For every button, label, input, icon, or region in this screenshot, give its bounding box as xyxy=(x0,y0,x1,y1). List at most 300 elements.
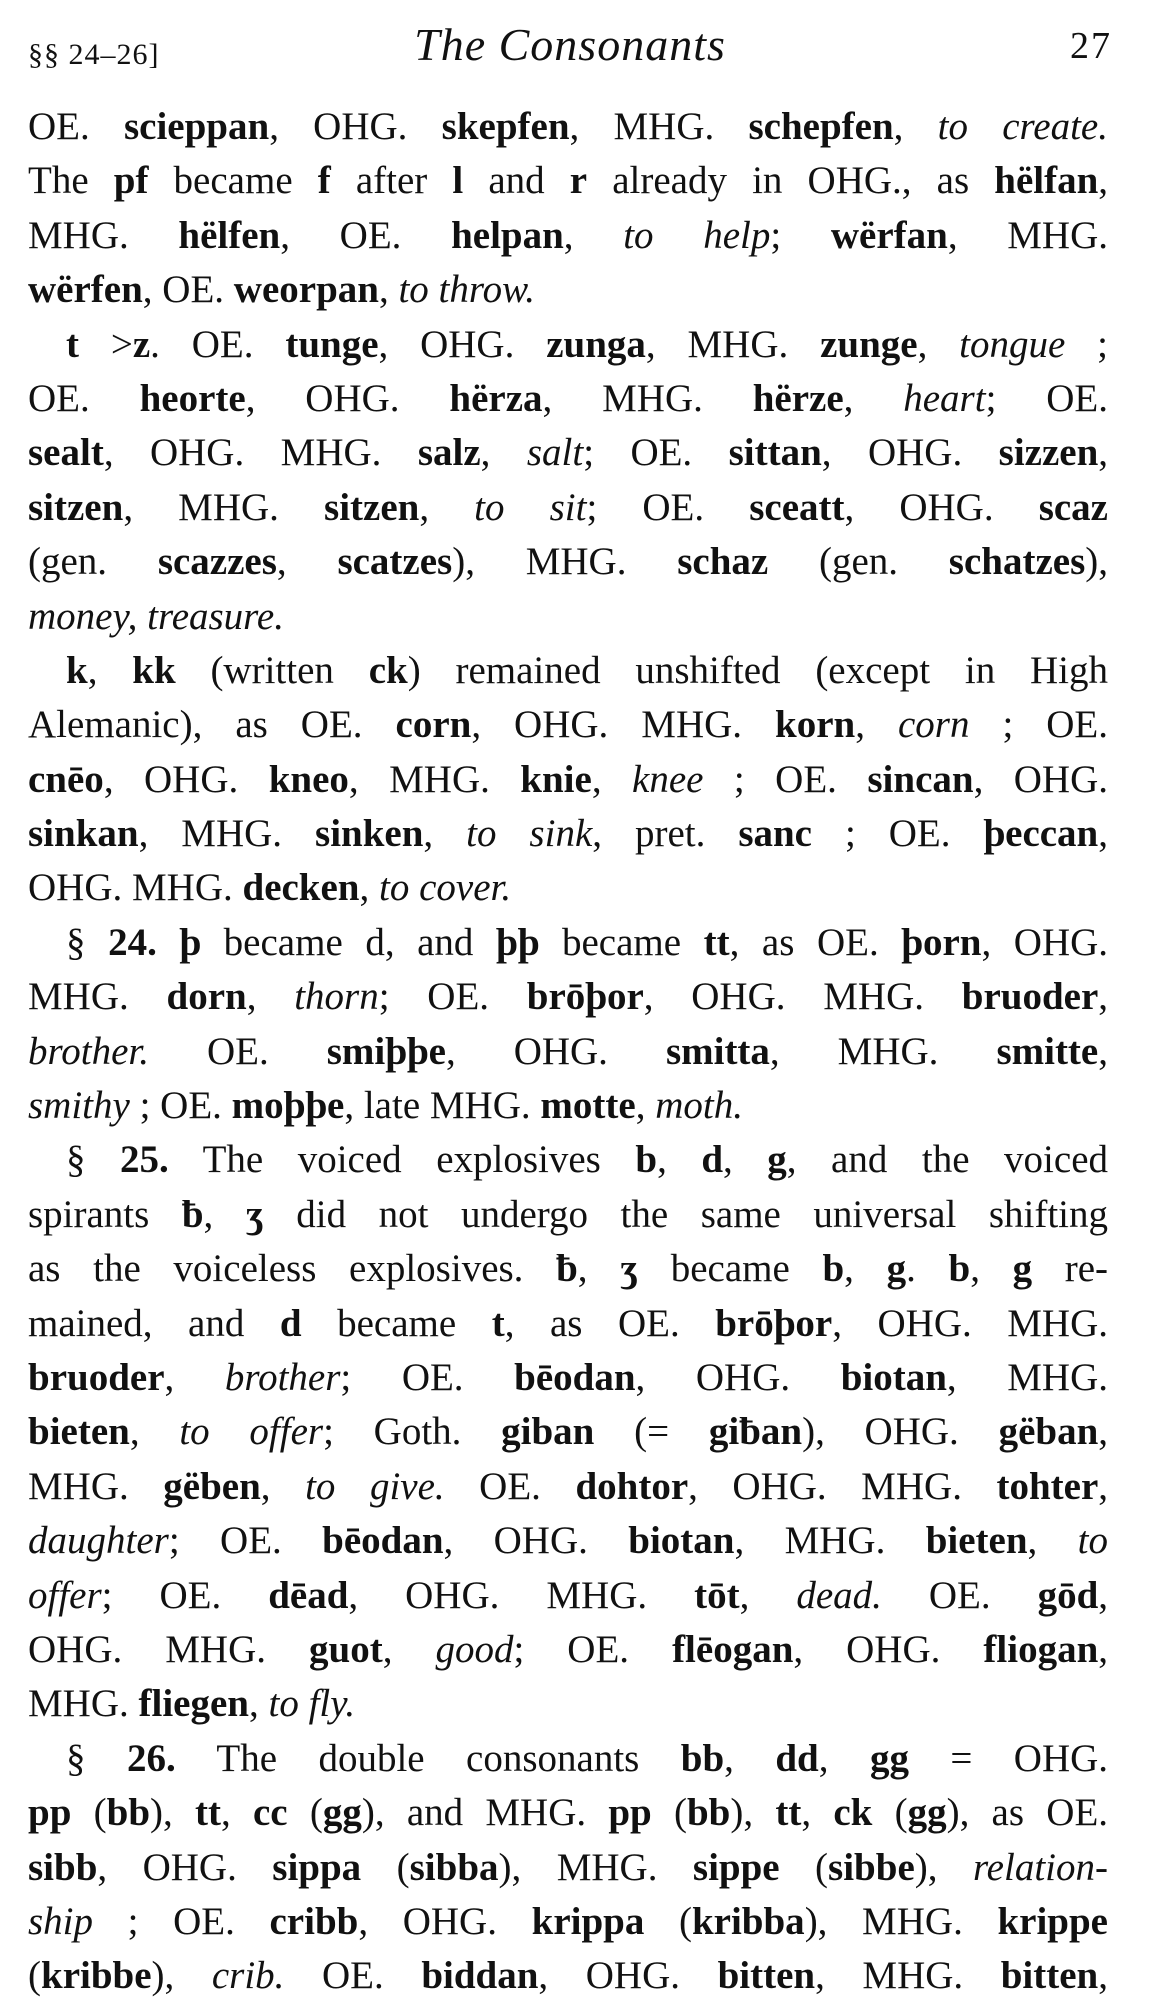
bold-term: gëben xyxy=(163,1464,261,1508)
bold-term: bieten xyxy=(925,1519,1028,1563)
text-run: , xyxy=(1098,1627,1109,1671)
text-run: , xyxy=(723,1138,768,1182)
text-run: MHG. xyxy=(28,1464,164,1508)
text-line xyxy=(28,1242,1108,1296)
bold-term: sippe xyxy=(692,1845,780,1889)
bold-term: cnēo xyxy=(28,757,104,801)
text-line xyxy=(28,970,1108,1024)
text-run: , OHG. xyxy=(358,1899,532,1943)
bold-term: schatzes xyxy=(948,540,1086,584)
bold-term: biddan xyxy=(421,1954,539,1998)
text-run: ), xyxy=(914,1845,973,1889)
bold-term: ʒ xyxy=(620,1247,639,1291)
text-run: Alemanic), as OE. xyxy=(28,703,396,747)
bold-term: b xyxy=(948,1247,971,1291)
text-run: , OHG. MHG. xyxy=(688,1464,997,1508)
text-run: ; OE. xyxy=(340,1355,515,1399)
text-line xyxy=(28,1949,1108,2003)
text-line xyxy=(28,1895,1108,1949)
italic-gloss: to xyxy=(1077,1519,1109,1563)
text-run: as the voiceless explosives. xyxy=(28,1247,557,1291)
text-run: , xyxy=(1098,1029,1108,1073)
bold-term: 26. xyxy=(126,1736,176,1780)
text-run: , xyxy=(1098,1410,1109,1454)
text-run: , MHG. xyxy=(769,1029,997,1073)
bold-term: sceatt xyxy=(749,485,845,529)
bold-term: flēogan xyxy=(672,1627,794,1671)
bold-term: gōd xyxy=(1037,1573,1099,1617)
text-run: , xyxy=(1098,1954,1108,1998)
text-run: (= xyxy=(594,1410,709,1454)
text-run: , xyxy=(801,1791,834,1835)
text-run: , OHG. xyxy=(378,322,547,366)
body-text xyxy=(28,100,1108,2004)
text-run: , MHG. xyxy=(123,485,325,529)
text-run: , OHG. xyxy=(844,485,1039,529)
bold-term: sinken xyxy=(315,812,424,856)
text-run: became xyxy=(301,1301,492,1345)
bold-term: smitte xyxy=(996,1029,1099,1073)
bold-term: d xyxy=(701,1138,724,1182)
bold-term: hërze xyxy=(752,376,844,420)
text-run: . xyxy=(906,1247,949,1291)
bold-term: sizzen xyxy=(998,431,1099,475)
text-line xyxy=(28,698,1108,752)
bold-term: cc xyxy=(252,1791,288,1835)
bold-term: giƀan xyxy=(708,1410,803,1454)
bold-term: 25. xyxy=(120,1138,169,1182)
text-run: , xyxy=(1098,1464,1109,1508)
text-run: , xyxy=(917,322,960,366)
bold-term: knie xyxy=(520,757,592,801)
text-line xyxy=(28,753,1108,807)
text-run: , xyxy=(818,1736,870,1780)
bold-term: g xyxy=(767,1138,787,1182)
text-line xyxy=(28,1732,1108,1786)
text-run xyxy=(157,921,180,964)
bold-term: sincan xyxy=(867,757,974,801)
text-run: and xyxy=(463,159,570,203)
text-run: , OHG. MHG. xyxy=(348,1573,695,1617)
text-run: ( xyxy=(361,1845,410,1889)
page-title: The Consonants xyxy=(414,19,726,70)
text-run: , xyxy=(480,431,527,475)
bold-term: l xyxy=(452,159,464,203)
bold-term: tōt xyxy=(694,1573,740,1617)
text-line xyxy=(28,426,1108,480)
italic-gloss: dead. xyxy=(796,1573,882,1617)
text-run: , OE. xyxy=(280,213,452,257)
italic-gloss: moth. xyxy=(655,1084,743,1128)
text-run: ), OHG. xyxy=(802,1410,999,1454)
text-run: , xyxy=(657,1138,702,1182)
text-run: , MHG. xyxy=(138,812,316,856)
bold-term: gg xyxy=(907,1791,947,1835)
italic-gloss: to sit xyxy=(474,485,587,529)
text-run: , OHG. xyxy=(103,757,269,801)
bold-term: dohtor xyxy=(575,1464,689,1508)
bold-term: korn xyxy=(775,703,856,747)
text-run: . OE. xyxy=(150,322,286,366)
bold-term: scaz xyxy=(1038,485,1108,529)
text-run: spirants xyxy=(28,1192,182,1236)
text-run: , xyxy=(248,1682,269,1726)
italic-gloss: to sink xyxy=(466,812,593,856)
bold-term: smiþþe xyxy=(326,1029,446,1073)
text-run: , xyxy=(855,703,898,747)
text-line xyxy=(28,1841,1108,1895)
text-run: MHG. xyxy=(28,213,179,257)
text-run: ; xyxy=(1065,322,1109,366)
text-line xyxy=(28,1623,1108,1677)
bold-term: sippa xyxy=(272,1845,362,1889)
text-run: , xyxy=(724,1736,776,1780)
text-run: ), xyxy=(150,1791,195,1835)
italic-gloss: salt xyxy=(526,431,584,475)
text-run: , and the voiced xyxy=(786,1138,1109,1182)
bold-term: sibbe xyxy=(828,1845,915,1889)
italic-gloss: good xyxy=(435,1627,514,1671)
bold-term: sibb xyxy=(28,1845,98,1889)
text-line xyxy=(28,154,1108,208)
page-number: 27 xyxy=(1070,25,1112,67)
italic-gloss: crib. xyxy=(211,1954,285,1998)
bold-term: ƀ xyxy=(181,1192,204,1236)
bold-term: smitta xyxy=(665,1029,770,1073)
bold-term: giban xyxy=(501,1410,595,1454)
text-run: , xyxy=(1098,431,1109,475)
bold-term: bb xyxy=(680,1736,725,1780)
text-run: , xyxy=(220,1791,253,1835)
text-run: ) remained unshifted (except in High xyxy=(407,648,1108,692)
text-line xyxy=(28,916,1108,970)
text-run: MHG. xyxy=(28,1682,139,1726)
text-run: , OHG. xyxy=(445,1029,666,1073)
bold-term: krippa xyxy=(531,1899,645,1943)
text-line xyxy=(28,263,1108,317)
bold-term: bēodan xyxy=(322,1519,444,1563)
text-run: ( xyxy=(28,1954,41,1998)
bold-term: z xyxy=(132,322,151,366)
text-run: ( xyxy=(651,1791,687,1835)
text-run: , xyxy=(1098,812,1108,856)
text-run: , xyxy=(359,866,379,910)
italic-gloss: to help xyxy=(623,213,771,257)
text-run: ; OE. xyxy=(703,757,868,801)
text-run: ; OE. xyxy=(812,812,984,856)
italic-gloss: to fly. xyxy=(268,1682,356,1726)
section-range: §§ 24–26] xyxy=(28,38,160,71)
text-run: , xyxy=(893,105,938,148)
text-line xyxy=(28,1405,1108,1459)
bold-term: gg xyxy=(869,1736,909,1780)
text-run: , MHG. xyxy=(815,1954,1001,1998)
bold-term: gg xyxy=(322,1791,362,1835)
bold-term: kneo xyxy=(268,757,349,801)
bold-term: g xyxy=(1012,1247,1033,1291)
text-run: already in OHG., as xyxy=(587,159,995,203)
italic-gloss: corn xyxy=(897,703,970,747)
text-run: ; xyxy=(770,213,831,257)
text-run: , xyxy=(577,1247,621,1291)
text-run: > xyxy=(79,322,133,366)
bold-term: helpan xyxy=(451,213,564,257)
bold-term: fliegen xyxy=(138,1682,249,1726)
bold-term: brōþor xyxy=(715,1301,833,1345)
text-run: , OHG. xyxy=(973,757,1109,801)
text-line xyxy=(28,372,1108,426)
bold-term: d xyxy=(279,1301,302,1345)
bold-term: ʒ xyxy=(245,1192,264,1236)
bold-term: ƀ xyxy=(556,1247,578,1291)
bold-term: sanc xyxy=(738,812,812,856)
bold-term: sibba xyxy=(409,1845,499,1889)
text-run: , OHG. xyxy=(443,1519,629,1563)
text-run: , MHG. xyxy=(348,757,521,801)
bold-term: bruoder xyxy=(961,975,1099,1019)
text-run: ; OE. xyxy=(985,376,1108,420)
italic-gloss: to give. xyxy=(305,1464,445,1508)
text-run: , xyxy=(1027,1519,1078,1563)
bold-term: dd xyxy=(775,1736,819,1780)
text-run: , xyxy=(1098,975,1109,1019)
text-run: mained, and xyxy=(28,1301,280,1345)
text-run: OHG. MHG. xyxy=(28,1627,310,1671)
bold-term: tt xyxy=(195,1791,221,1835)
text-line xyxy=(28,1514,1108,1568)
text-run: ; Goth. xyxy=(323,1410,502,1454)
text-run: ( xyxy=(872,1791,908,1835)
bold-term: bieten xyxy=(28,1410,130,1454)
bold-term: bēodan xyxy=(514,1355,636,1399)
text-run: ( xyxy=(71,1791,107,1835)
text-run: ; OE. xyxy=(513,1627,673,1671)
text-run: , xyxy=(203,1192,246,1236)
bold-term: kribba xyxy=(691,1899,805,1943)
italic-gloss: to throw. xyxy=(398,268,535,312)
text-run: ; OE. xyxy=(101,1573,269,1617)
text-run: , as OE. xyxy=(729,920,902,964)
text-run: , OHG. xyxy=(245,376,450,420)
text-run: , MHG. xyxy=(645,322,821,366)
bold-term: b xyxy=(822,1247,845,1291)
bold-term: hëlfan xyxy=(994,159,1099,203)
bold-term: fliogan xyxy=(983,1627,1099,1671)
text-run: ), as OE. xyxy=(946,1791,1109,1835)
bold-term: sealt xyxy=(28,431,104,475)
text-run: became xyxy=(148,159,318,203)
text-run: = OHG. xyxy=(908,1736,1109,1780)
text-run: The xyxy=(28,159,114,203)
text-run: , MHG. xyxy=(542,376,753,420)
text-run: OE. xyxy=(28,376,140,420)
bold-term: biotan xyxy=(628,1519,735,1563)
text-line xyxy=(28,1460,1108,1514)
text-run: § xyxy=(66,1138,121,1182)
text-run: ), xyxy=(730,1791,776,1835)
bold-term: pp xyxy=(608,1791,652,1835)
text-run: , xyxy=(970,1247,1013,1291)
italic-gloss: daughter xyxy=(28,1519,169,1563)
text-run: , as OE. xyxy=(504,1301,716,1345)
text-line xyxy=(28,481,1108,535)
text-line xyxy=(28,1569,1108,1623)
text-run: , OHG. xyxy=(821,431,999,475)
text-run: , xyxy=(563,213,624,257)
bold-term: sitzen xyxy=(28,485,124,529)
running-header xyxy=(28,12,1112,82)
text-run: MHG. xyxy=(28,975,167,1019)
text-run: (written xyxy=(175,648,369,692)
bold-term: tohter xyxy=(996,1464,1099,1508)
text-line xyxy=(28,861,1108,915)
bold-term: sittan xyxy=(728,431,822,475)
text-run: after xyxy=(330,159,453,203)
bold-term: tunge xyxy=(285,322,379,366)
text-run: , xyxy=(843,376,904,420)
bold-term: kk xyxy=(132,648,176,692)
italic-gloss: offer xyxy=(28,1573,102,1617)
text-run: , xyxy=(164,1355,225,1399)
bold-term: bitten xyxy=(717,1954,816,1998)
italic-gloss: ship xyxy=(28,1899,94,1943)
bold-term: moþþe xyxy=(231,1084,345,1128)
bold-term: pf xyxy=(113,159,149,203)
bold-term: k xyxy=(66,648,88,692)
text-run: ), and MHG. xyxy=(361,1791,609,1835)
bold-term: hërza xyxy=(449,376,543,420)
text-run: , xyxy=(276,540,338,584)
bold-term: guot xyxy=(309,1627,383,1671)
bold-term: dēad xyxy=(268,1573,349,1617)
italic-gloss: to create. xyxy=(937,105,1108,148)
bold-term: ck xyxy=(368,648,408,692)
italic-gloss: heart xyxy=(903,376,986,420)
text-run: ; OE. xyxy=(583,431,729,475)
italic-gloss: brother xyxy=(224,1355,341,1399)
text-run: re- xyxy=(1032,1247,1109,1291)
text-run: (gen. xyxy=(768,540,949,584)
text-run: , late MHG. xyxy=(344,1084,541,1128)
text-run: ( xyxy=(287,1791,323,1835)
text-line xyxy=(28,1297,1108,1351)
text-run: OE. xyxy=(28,105,124,148)
italic-gloss: smithy xyxy=(28,1084,130,1128)
text-run: did not undergo the same universal shifting xyxy=(263,1192,1109,1236)
bold-term: skepfen xyxy=(441,105,570,148)
text-run: OE. xyxy=(148,1029,327,1073)
text-run: , OHG. MHG. xyxy=(832,1301,1109,1345)
bold-term: ck xyxy=(833,1791,873,1835)
text-run: ), xyxy=(1085,540,1108,584)
bold-term: biotan xyxy=(840,1355,947,1399)
italic-gloss: money, treasure. xyxy=(28,594,284,638)
bold-term: scazzes xyxy=(157,540,277,584)
text-run: ; OE. xyxy=(378,975,527,1019)
text-run: The voiced explosives xyxy=(168,1138,636,1182)
text-run: , xyxy=(635,1084,656,1128)
text-run: , MHG. xyxy=(569,105,749,148)
text-run: , OHG. xyxy=(97,1845,273,1889)
text-run: , OHG. xyxy=(981,920,1109,964)
text-line xyxy=(28,318,1108,372)
text-run: OE. xyxy=(881,1573,1038,1617)
bold-term: þeccan xyxy=(983,812,1099,856)
bold-term: sinkan xyxy=(28,812,139,856)
text-run: , OHG. xyxy=(538,1954,718,1998)
italic-gloss: brother. xyxy=(28,1029,149,1073)
text-run: , OE. xyxy=(142,268,234,312)
bold-term: gëban xyxy=(998,1410,1099,1454)
bold-term: schepfen xyxy=(748,105,894,148)
text-run: , OHG. xyxy=(269,105,442,148)
text-run: became xyxy=(539,920,704,964)
bold-term: decken xyxy=(242,866,360,910)
text-line xyxy=(28,535,1108,589)
bold-term: brōþor xyxy=(526,975,644,1019)
text-run: , xyxy=(591,757,633,801)
text-line xyxy=(28,644,1108,698)
bold-term: schaz xyxy=(677,540,769,584)
bold-term: bb xyxy=(686,1791,731,1835)
bold-term: f xyxy=(317,159,331,203)
text-run: became xyxy=(638,1247,823,1291)
text-run: § xyxy=(66,920,109,964)
text-run: , MHG. xyxy=(947,213,1108,257)
text-run: , xyxy=(1098,159,1109,203)
bold-term: tt xyxy=(703,920,730,964)
text-run: OE. xyxy=(444,1464,576,1508)
bold-term: þ xyxy=(179,920,202,964)
bold-term: t xyxy=(491,1301,505,1345)
italic-gloss: thorn xyxy=(294,975,379,1019)
text-run: , xyxy=(246,975,295,1019)
bold-term: bitten xyxy=(1000,1954,1099,1998)
text-run: , OHG. MHG. xyxy=(103,431,418,475)
bold-term: t xyxy=(66,322,79,366)
bold-term: bb xyxy=(106,1791,151,1835)
bold-term: kribbe xyxy=(41,1954,152,1998)
text-run: ; OE. xyxy=(586,485,750,529)
text-line xyxy=(28,807,1108,861)
text-line xyxy=(28,1133,1108,1187)
bold-term: krippe xyxy=(997,1899,1108,1943)
italic-gloss: tongue xyxy=(959,322,1066,366)
text-run: , xyxy=(378,268,399,312)
italic-gloss: knee xyxy=(632,757,704,801)
text-run: , xyxy=(1098,1573,1109,1617)
text-run: , OHG. xyxy=(793,1627,984,1671)
bold-term: scieppan xyxy=(123,105,270,148)
text-run: , pret. xyxy=(592,812,739,856)
text-line xyxy=(28,1677,1108,1731)
text-run: , xyxy=(423,812,467,856)
text-run: ( xyxy=(644,1899,692,1943)
text-run: , xyxy=(382,1627,436,1671)
text-run: ), MHG. xyxy=(804,1899,998,1943)
italic-gloss: to offer xyxy=(179,1410,324,1454)
bold-term: cribb xyxy=(269,1899,359,1943)
bold-term: salz xyxy=(417,431,481,475)
bold-term: hëlfen xyxy=(178,213,281,257)
text-run: ; OE. xyxy=(129,1084,232,1128)
text-run: , OHG. MHG. xyxy=(643,975,962,1019)
bold-term: b xyxy=(635,1138,658,1182)
text-run: OE. xyxy=(284,1954,422,1998)
bold-term: sitzen xyxy=(324,485,420,529)
bold-term: heorte xyxy=(139,376,246,420)
bold-term: þþ xyxy=(496,920,540,964)
